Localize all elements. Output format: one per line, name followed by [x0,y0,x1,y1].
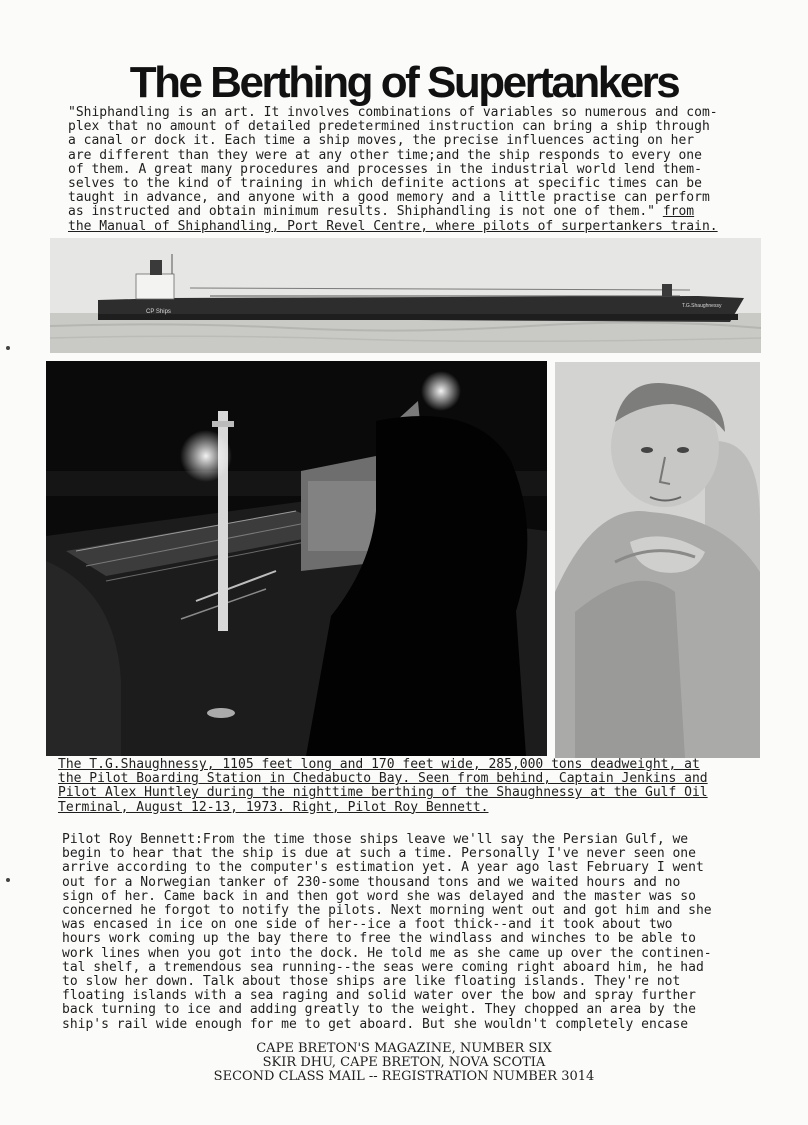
quote-line: plex that no amount of detailed predetermined instruction can bring a ship through [68,119,710,135]
quote-source-start: from [662,204,695,220]
quote-line: "Shiphandling is an art. It involves combinations of variables so numerous and com- [68,105,718,120]
quote-line: selves to the kind of training in which definite actions at specific times can be [68,176,702,192]
footer-line: SECOND CLASS MAIL -- REGISTRATION NUMBER 3014 [213,1069,595,1084]
body-line: was encased in ice on one side of her--ice a foot thick--and it took about two [62,917,673,933]
ship-bow-name: CP Ships [146,309,171,315]
body-line: arrive according to the computer's estimation yet. A year ago last February I went [62,860,704,876]
photo-caption [58,758,708,815]
body-line: ship's rail wide enough for me to get aboard. But she wouldn't completely encase [62,1016,689,1032]
quote-line: of them. A great many procedures and processes in the industrial world lend them- [68,161,702,177]
caption-line: Terminal, August 12-13, 1973. Right, Pilot Roy Bennett. [58,799,489,815]
body-line: tal shelf, a tremendous sea running--the seas were coming right aboard him, he had [62,959,704,975]
body-line: concerned he forgot to notify the pilots. Next morning went out and got him and she [62,903,712,919]
body-line: begin to hear that the ship is due at such a time. Personally I've never seen one [62,846,696,862]
footer-line: CAPE BRETON'S MAGAZINE, NUMBER SIX [256,1041,552,1056]
ship-hull-name: T.G.Shaughnessy [682,303,722,309]
quote-line-text: as instructed and obtain minimum results. Shiphandling is not one of them." [68,204,663,220]
footer-line: SKIR DHU, CAPE BRETON, NOVA SCOTIA [262,1055,546,1070]
quote-line: are different than they were at any other time;and the ship responds to every one [68,147,702,163]
magazine-footer [0,1042,808,1084]
body-line: hours work coming up the bay there to free the windlass and winches to be able to [62,931,696,947]
quote-source: the Manual of Shiphandling, Port Revel Centre, where pilots of surpertankers train. [68,218,718,234]
margin-mark [6,878,10,882]
body-line: sign of her. Came back in and then got word she was delayed and the master was so [62,888,696,904]
quote-line: a canal or dock it. Each time a ship moves, the precise influences acting on her [68,133,695,149]
body-line: work lines when you got into the dock. He told me as she came up over the continen- [62,945,712,961]
article-title: The Berthing of Supertankers [129,58,679,107]
caption-line: Pilot Alex Huntley during the nighttime berthing of the Shaughnessy at the Gulf Oil [58,785,708,801]
margin-mark [6,346,10,350]
pilot-portrait-photo [555,362,760,758]
quote-line [68,205,718,219]
caption-line: The T.G.Shaughnessy, 1105 feet long and 170 feet wide, 285,000 tons deadweight, at [58,757,700,772]
body-line: floating islands with a sea raging and solid water over the bow and spray further [62,988,696,1004]
quote-line: taught in advance, and anyone with a good memory and a little practise can perform [68,190,710,206]
caption-line: the Pilot Boarding Station in Chedabucto Bay. Seen from behind, Captain Jenkins and [58,771,708,787]
opening-quote [68,106,718,234]
body-line: Pilot Roy Bennett:From the time those ships leave we'll say the Persian Gulf, we [62,832,689,847]
interview-text [62,833,712,1032]
body-line: to slow her down. Talk about those ships are like floating islands. They're not [62,974,681,990]
body-line: out for a Norwegian tanker of 230-some thousand tons and we waited hours and no [62,874,681,890]
body-line: back turning to ice and adding greatly to the weight. They chopped an area by the [62,1002,696,1018]
supertanker-photo [50,238,761,353]
night-berthing-photo [46,361,547,756]
